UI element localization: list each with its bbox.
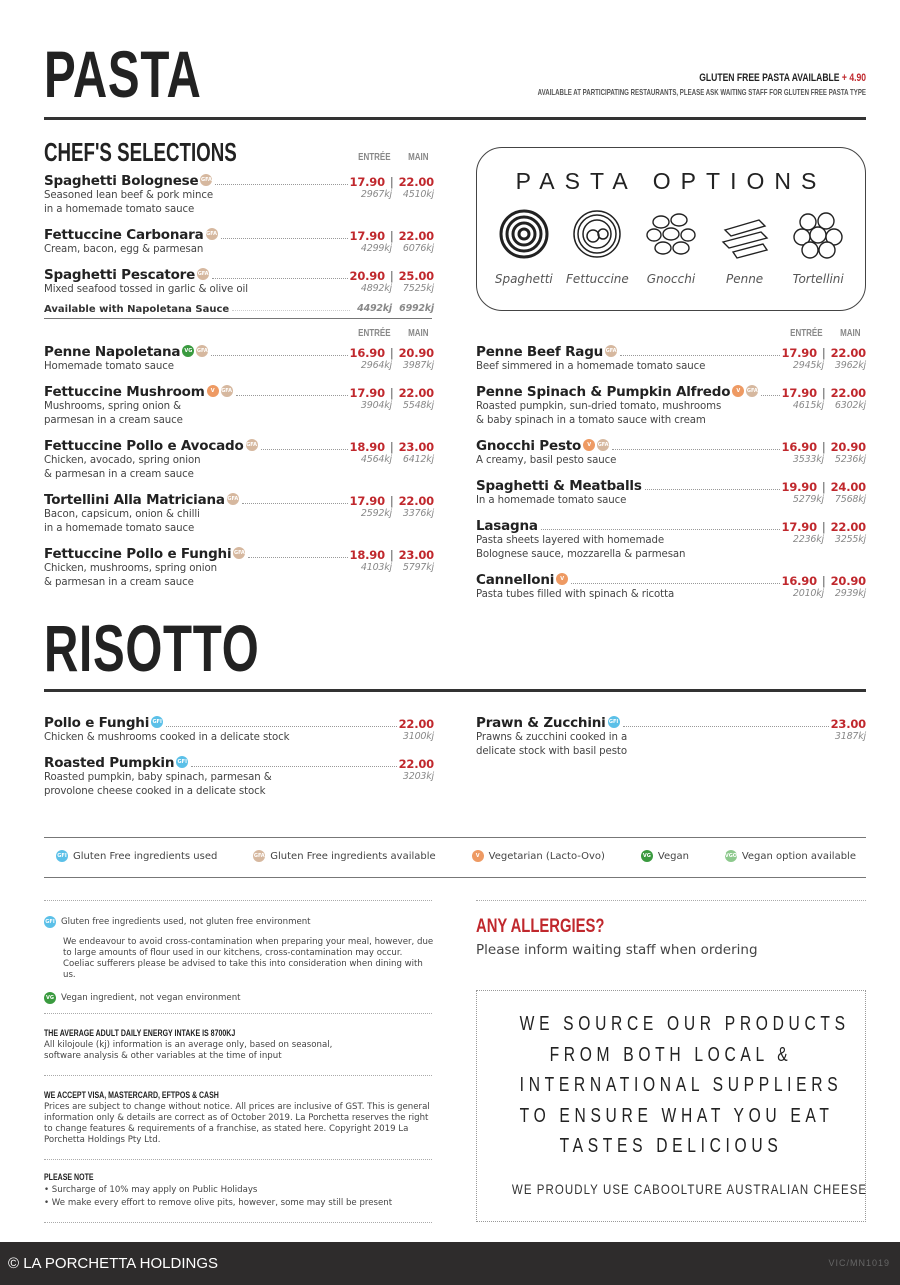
gluten-free-ingredients-available-badge-icon: GFA bbox=[253, 850, 265, 862]
menu-item-prawn-zucchini bbox=[476, 714, 866, 759]
dotted-divider bbox=[476, 900, 866, 901]
menu-item-penne-napoletana: Penne Napoletana VG GFA 16.90 | 20.90 Homemade tomato sauce 2964kj 3987kj bbox=[44, 344, 434, 372]
spaghetti-icon bbox=[498, 208, 550, 260]
legend-label: Gluten Free ingredients used bbox=[73, 850, 218, 862]
allergies-heading: ANY ALLERGIES? bbox=[476, 916, 605, 937]
please-note-item: • Surcharge of 10% may apply on Public Holidays bbox=[44, 1185, 258, 1195]
main-kilojoules: 5548kj bbox=[402, 400, 434, 411]
chef-selections-heading: CHEF'S SELECTIONS bbox=[44, 137, 237, 167]
risotto-list-right bbox=[476, 714, 866, 768]
main-kilojoules: 3255kj bbox=[834, 534, 866, 545]
entree-kilojoules: 4103kj bbox=[360, 562, 392, 573]
entree-kilojoules: 3533kj bbox=[792, 454, 824, 465]
menu-item-gnocchi-pesto: Gnocchi Pesto V GFA 16.90 | 20.90 A creamy, basil pesto sauce 3533kj 5236kj bbox=[476, 438, 866, 466]
main-price: 23.00 bbox=[398, 440, 434, 454]
column-headers: ENTRÉE MAIN bbox=[358, 328, 429, 339]
legend-item-vegan-option-available bbox=[723, 850, 856, 862]
pasta-title: PASTA bbox=[44, 37, 202, 111]
item-name: Spaghetti & Meatballs bbox=[476, 478, 642, 494]
main-price: 22.00 bbox=[398, 494, 434, 508]
gluten-free-ingredients-available-badge-icon: GFA bbox=[197, 268, 209, 280]
menu-item-fettuccine-pollo-e-funghi: Fettuccine Pollo e Funghi GFA 18.90 | 23.00 Chicken, mushrooms, spring onion & parmesan in a cream sauce 4103kj 5797kj bbox=[44, 546, 434, 588]
main-price: 22.00 bbox=[398, 229, 434, 243]
entree-price: 17.90 bbox=[349, 175, 385, 189]
main-kilojoules: 5236kj bbox=[834, 454, 866, 465]
item-description-line: Chicken & mushrooms cooked in a delicate stock bbox=[44, 732, 290, 743]
main-kilojoules: 3987kj bbox=[402, 360, 434, 371]
item-description-line: parmesan in a cream sauce bbox=[44, 415, 183, 426]
item-description-line: Seasoned lean beef & pork mince bbox=[44, 190, 213, 201]
main-price: 25.00 bbox=[398, 269, 434, 283]
gluten-free-note bbox=[410, 72, 866, 97]
pasta-option-spaghetti bbox=[488, 208, 560, 286]
item-description-line: Cream, bacon, egg & parmesan bbox=[44, 244, 204, 255]
entree-kilojoules: 4615kj bbox=[792, 400, 824, 411]
vegetarian-lacto-ovo-badge-icon: V bbox=[732, 385, 744, 397]
legend-item-vegan bbox=[639, 850, 689, 862]
entree-price: 17.90 bbox=[781, 346, 817, 360]
gluten-free-ingredients-used-badge-icon: GFI bbox=[56, 850, 68, 862]
item-name: Spaghetti Pescatore bbox=[44, 267, 196, 283]
gluten-free-ingredients-available-badge-icon: GFA bbox=[200, 174, 212, 186]
item-description-line: Chicken, avocado, spring onion bbox=[44, 455, 201, 466]
risotto-list-left bbox=[44, 714, 434, 808]
payment-text: Prices are subject to change without notice. All prices are inclusive of GST. This is general information only & details are correct as of October 2019. La Porchetta reserves the right to change features & requirements of a franchise, as stated here. Copyright 2019 La Porchetta Holdings Pty Ltd. bbox=[44, 1102, 430, 1145]
energy-text: All kilojoule (kj) information is an average only, based on seasonal, software analysis & other variables at the time of input bbox=[44, 1040, 333, 1061]
item-description-line: Chicken, mushrooms, spring onion bbox=[44, 563, 217, 574]
entree-kilojoules: 2964kj bbox=[360, 360, 392, 371]
entree-price: 16.90 bbox=[781, 574, 817, 588]
main-kilojoules: 7525kj bbox=[402, 283, 434, 294]
gnocchi-icon bbox=[645, 208, 697, 260]
kilojoules: 3100kj bbox=[402, 731, 434, 742]
gluten-free-ingredients-available-badge-icon: GFA bbox=[605, 345, 617, 357]
main-price: 20.90 bbox=[830, 440, 866, 454]
vegan-badge-icon: VG bbox=[44, 992, 56, 1004]
entree-price: 17.90 bbox=[781, 386, 817, 400]
entree-price: 16.90 bbox=[781, 440, 817, 454]
main-price: 22.00 bbox=[398, 175, 434, 189]
entree-price: 18.90 bbox=[349, 440, 385, 454]
gluten-free-ingredients-available-badge-icon: GFA bbox=[597, 439, 609, 451]
entree-price: 16.90 bbox=[349, 346, 385, 360]
menu-item-penne-beef-ragu: Penne Beef Ragu GFA 17.90 | 22.00 Beef simmered in a homemade tomato sauce 2945kj 3962kj bbox=[476, 344, 866, 372]
footer bbox=[0, 1242, 900, 1285]
divider bbox=[44, 837, 866, 838]
vegetarian-lacto-ovo-badge-icon: V bbox=[207, 385, 219, 397]
item-description-line: Beef simmered in a homemade tomato sauce bbox=[476, 361, 706, 372]
item-name: Cannelloni bbox=[476, 572, 555, 588]
vegan-badge-icon: VG bbox=[182, 345, 194, 357]
item-name: Roasted Pumpkin bbox=[44, 755, 175, 771]
gf-label: GLUTEN FREE PASTA AVAILABLE bbox=[699, 72, 840, 84]
legend-label: Vegan bbox=[657, 850, 689, 862]
pasta-option-penne bbox=[709, 208, 781, 286]
price: 22.00 bbox=[398, 717, 434, 731]
item-description-line: A creamy, basil pesto sauce bbox=[476, 455, 617, 466]
item-description-line: provolone cheese cooked in a delicate stock bbox=[44, 786, 266, 797]
pasta-options-panel bbox=[476, 147, 866, 311]
menu-item-pollo-e-funghi bbox=[44, 714, 434, 745]
entree-kilojoules: 2010kj bbox=[792, 588, 824, 599]
price: 22.00 bbox=[398, 757, 434, 771]
entree-kilojoules: 2236kj bbox=[792, 534, 824, 545]
pasta-options-title: PASTA OPTIONS bbox=[515, 168, 827, 194]
menu-item-lasagna: Lasagna 17.90 | 22.00 Pasta sheets layered with homemade Bolognese sauce, mozzarella & parmesan 2236kj 3255kj bbox=[476, 518, 866, 560]
item-name: Penne Spinach & Pumpkin Alfredo bbox=[476, 384, 731, 400]
item-description-line: Mixed seafood tossed in garlic & olive oil bbox=[44, 284, 248, 295]
pasta-option-label: Spaghetti bbox=[494, 272, 553, 286]
main-kilojoules: 3376kj bbox=[402, 508, 434, 519]
item-name: Lasagna bbox=[476, 518, 538, 534]
entree-kilojoules: 4564kj bbox=[360, 454, 392, 465]
divider bbox=[44, 318, 432, 319]
divider bbox=[44, 877, 866, 878]
pasta-list-left bbox=[44, 328, 434, 599]
entree-kilojoules: 2592kj bbox=[360, 508, 392, 519]
legend-label: Gluten Free ingredients available bbox=[270, 850, 436, 862]
item-description-line: in a homemade tomato sauce bbox=[44, 523, 195, 534]
pasta-option-tortellini bbox=[782, 208, 854, 286]
pasta-option-label: Fettuccine bbox=[565, 272, 629, 286]
notes-section: GFI Gluten free ingredients used, not gluten free environment We endeavour to avoid cross-contamination when preparing your meal, however, due to large amounts of flour used in our kitchens, cross-contamination may occur. Coeliac sufferers please be advised to take this into consideration when dining with us. VG Vegan ingredient, not vegan environment THE AVERAGE ADULT DAILY ENERGY INTAKE IS 8700KJ All kilojoule (kj) information is an average only, based on seasonal, software analysis & other variables at the time of input WE ACCEPT VISA, MASTERCARD, EFTPOS & CASH Prices are subject to change without notice. All prices are inclusive of GST. This is general information only & details are correct as of October 2019. La Porchetta reserves the right to change features & requirements of a franchise, as stated here. Copyright 2019 La Porchetta Holdings Pty Ltd. PLEASE NOTE • Surcharge of 10% may apply on Public Holidays • We make every effort to remove olive pits, however, some may still be present bbox=[44, 916, 434, 1004]
main-kilojoules: 6412kj bbox=[402, 454, 434, 465]
item-name: Penne Napoletana bbox=[44, 344, 181, 360]
vegetarian-lacto-ovo-badge-icon: V bbox=[556, 573, 568, 585]
napoletana-option: Available with Napoletana Sauce 4492kj 6992kj bbox=[44, 303, 434, 315]
item-name: Fettuccine Pollo e Avocado bbox=[44, 438, 244, 454]
entree-kilojoules: 2945kj bbox=[792, 360, 824, 371]
item-description-line: Mushrooms, spring onion & bbox=[44, 401, 181, 412]
entree-kilojoules: 2967kj bbox=[360, 189, 392, 200]
main-kilojoules: 5797kj bbox=[402, 562, 434, 573]
gf-price: + 4.90 bbox=[841, 72, 866, 84]
item-name: Fettuccine Carbonara bbox=[44, 227, 204, 243]
price: 23.00 bbox=[830, 717, 866, 731]
pasta-option-fettuccine bbox=[561, 208, 633, 286]
item-description-line: & parmesan in a cream sauce bbox=[44, 469, 194, 480]
main-price: 20.90 bbox=[830, 574, 866, 588]
item-description-line: in a homemade tomato sauce bbox=[44, 204, 195, 215]
dietary-legend bbox=[44, 850, 866, 862]
pasta-option-label: Penne bbox=[725, 272, 764, 286]
gluten-free-ingredients-available-badge-icon: GFA bbox=[246, 439, 258, 451]
entree-price: 17.90 bbox=[781, 520, 817, 534]
main-price: 22.00 bbox=[398, 386, 434, 400]
entree-kilojoules: 4892kj bbox=[360, 283, 392, 294]
main-price: 24.00 bbox=[830, 480, 866, 494]
divider bbox=[44, 117, 866, 120]
menu-code: VIC/MN1019 bbox=[828, 1258, 890, 1268]
item-name: Prawn & Zucchini bbox=[476, 715, 606, 731]
cheese-statement: WE PROUDLY USE CABOOLTURE AUSTRALIAN CHEESE bbox=[511, 1181, 868, 1197]
menu-item-cannelloni: Cannelloni V 16.90 | 20.90 Pasta tubes filled with spinach & ricotta 2010kj 2939kj bbox=[476, 572, 866, 600]
gluten-free-ingredients-used-badge-icon: GFI bbox=[151, 716, 163, 728]
menu-item-fettuccine-carbonara: Fettuccine Carbonara GFA 17.90 | 22.00 Cream, bacon, egg & parmesan 4299kj 6076kj bbox=[44, 227, 434, 255]
main-kilojoules: 3962kj bbox=[834, 360, 866, 371]
please-note-item: • We make every effort to remove olive pits, however, some may still be present bbox=[44, 1198, 393, 1208]
item-description-line: Pasta tubes filled with spinach & ricotta bbox=[476, 589, 675, 600]
pasta-option-label: Tortellini bbox=[792, 272, 844, 286]
entree-price: 20.90 bbox=[349, 269, 385, 283]
legend-label: Vegetarian (Lacto-Ovo) bbox=[488, 850, 605, 862]
menu-item-spaghetti-bolognese: Spaghetti Bolognese GFA 17.90 | 22.00 Seasoned lean beef & pork mince in a homemade tomato sauce 2967kj 4510kj bbox=[44, 173, 434, 215]
item-description-line: Bacon, capsicum, onion & chilli bbox=[44, 509, 200, 520]
gluten-free-ingredients-available-badge-icon: GFA bbox=[227, 493, 239, 505]
item-description-line: Homemade tomato sauce bbox=[44, 361, 174, 372]
item-description-line: Prawns & zucchini cooked in a bbox=[476, 732, 628, 743]
item-name: Gnocchi Pesto bbox=[476, 438, 582, 454]
tortellini-icon bbox=[792, 208, 844, 260]
entree-price: 19.90 bbox=[781, 480, 817, 494]
divider bbox=[44, 689, 866, 692]
chef-selections-list bbox=[44, 152, 434, 315]
item-description-line: delicate stock with basil pesto bbox=[476, 746, 627, 757]
kilojoules: 3187kj bbox=[834, 731, 866, 742]
item-name: Pollo e Funghi bbox=[44, 715, 150, 731]
kilojoules: 3203kj bbox=[402, 771, 434, 782]
copyright: © LA PORCHETTA HOLDINGS bbox=[8, 1255, 218, 1272]
energy-heading: THE AVERAGE ADULT DAILY ENERGY INTAKE IS 8700KJ bbox=[44, 1028, 236, 1038]
pasta-option-label: Gnocchi bbox=[646, 272, 696, 286]
item-description-line: Bolognese sauce, mozzarella & parmesan bbox=[476, 549, 686, 560]
legend-item-vegetarian-lacto-ovo bbox=[470, 850, 605, 862]
main-kilojoules: 4510kj bbox=[402, 189, 434, 200]
main-kilojoules: 6302kj bbox=[834, 400, 866, 411]
gluten-free-ingredients-used-badge-icon: GFI bbox=[176, 756, 188, 768]
entree-kilojoules: 3904kj bbox=[360, 400, 392, 411]
gluten-free-ingredients-available-badge-icon: GFA bbox=[221, 385, 233, 397]
menu-item-tortellini-alla-matriciana: Tortellini Alla Matriciana GFA 17.90 | 22.00 Bacon, capsicum, onion & chilli in a homemade tomato sauce 2592kj 3376kj bbox=[44, 492, 434, 534]
gluten-free-ingredients-available-badge-icon: GFA bbox=[233, 547, 245, 559]
vegan-option-available-badge-icon: VGO bbox=[725, 850, 737, 862]
vegetarian-lacto-ovo-badge-icon: V bbox=[472, 850, 484, 862]
entree-price: 18.90 bbox=[349, 548, 385, 562]
item-description-line: Pasta sheets layered with homemade bbox=[476, 535, 665, 546]
menu-item-penne-spinach-pumpkin-alfredo: Penne Spinach & Pumpkin Alfredo V GFA 17.90 | 22.00 Roasted pumpkin, sun-dried tomato, mushrooms & baby spinach in a tomato sauce with cream 4615kj 6302kj bbox=[476, 384, 866, 426]
gluten-free-ingredients-available-badge-icon: GFA bbox=[746, 385, 758, 397]
cross-contamination-note: We endeavour to avoid cross-contamination when preparing your meal, however, due to large amounts of flour used in our kitchens, cross-contamination may occur. Coeliac sufferers please be advised to take this into consideration when dining with us. bbox=[63, 937, 434, 980]
column-headers: ENTRÉE MAIN bbox=[790, 328, 861, 339]
vegan-badge-icon: VG bbox=[641, 850, 653, 862]
entree-kilojoules: 5279kj bbox=[792, 494, 824, 505]
item-name: Spaghetti Bolognese bbox=[44, 173, 199, 189]
entree-price: 17.90 bbox=[349, 386, 385, 400]
legend-label: Vegan option available bbox=[741, 850, 856, 862]
item-name: Penne Beef Ragu bbox=[476, 344, 604, 360]
gluten-free-ingredients-available-badge-icon: GFA bbox=[206, 228, 218, 240]
penne-icon bbox=[719, 208, 771, 260]
item-name: Fettuccine Mushroom bbox=[44, 384, 205, 400]
payment-heading: WE ACCEPT VISA, MASTERCARD, EFTPOS & CASH bbox=[44, 1090, 219, 1100]
main-kilojoules: 2939kj bbox=[834, 588, 866, 599]
menu-item-fettuccine-mushroom: Fettuccine Mushroom V GFA 17.90 | 22.00 Mushrooms, spring onion & parmesan in a cream sauce 3904kj 5548kj bbox=[44, 384, 434, 426]
item-name: Tortellini Alla Matriciana bbox=[44, 492, 225, 508]
gluten-free-ingredients-badge-icon: GFI bbox=[44, 916, 56, 928]
item-description-line: Roasted pumpkin, baby spinach, parmesan & bbox=[44, 772, 272, 783]
legend-item-gluten-free-ingredients-used bbox=[54, 850, 217, 862]
item-description-line: & parmesan in a cream sauce bbox=[44, 577, 194, 588]
main-kilojoules: 6076kj bbox=[402, 243, 434, 254]
risotto-title: RISOTTO bbox=[44, 611, 260, 685]
main-kilojoules: 7568kj bbox=[834, 494, 866, 505]
menu-item-roasted-pumpkin bbox=[44, 754, 434, 799]
column-headers: ENTRÉE MAIN bbox=[358, 152, 429, 163]
entree-kilojoules: 4299kj bbox=[360, 243, 392, 254]
main-price: 20.90 bbox=[398, 346, 434, 360]
item-description-line: Roasted pumpkin, sun-dried tomato, mushrooms bbox=[476, 401, 722, 412]
sourcing-statement: WE SOURCE OUR PRODUCTS FROM BOTH LOCAL & INTERNATIONAL SUPPLIERS TO ENSURE WHAT YOU EAT TASTES DELICIOUS bbox=[519, 1013, 850, 1157]
please-note-heading: PLEASE NOTE bbox=[44, 1172, 94, 1182]
sourcing-panel bbox=[476, 990, 866, 1222]
pasta-list-right bbox=[476, 328, 866, 611]
allergies-text: Please inform waiting staff when ordering bbox=[476, 942, 758, 958]
item-description-line: & baby spinach in a tomato sauce with cream bbox=[476, 415, 706, 426]
legend-item-gluten-free-ingredients-available bbox=[251, 850, 435, 862]
item-description-line: In a homemade tomato sauce bbox=[476, 495, 627, 506]
vegetarian-lacto-ovo-badge-icon: V bbox=[583, 439, 595, 451]
menu-item-fettuccine-pollo-e-avocado: Fettuccine Pollo e Avocado GFA 18.90 | 23.00 Chicken, avocado, spring onion & parmesan in a cream sauce 4564kj 6412kj bbox=[44, 438, 434, 480]
dotted-divider bbox=[44, 900, 432, 901]
main-price: 22.00 bbox=[830, 346, 866, 360]
main-price: 22.00 bbox=[830, 386, 866, 400]
fettuccine-icon bbox=[571, 208, 623, 260]
menu-item-spaghetti-pescatore: Spaghetti Pescatore GFA 20.90 | 25.00 Mixed seafood tossed in garlic & olive oil 4892kj 7525kj bbox=[44, 267, 434, 295]
item-name: Fettuccine Pollo e Funghi bbox=[44, 546, 232, 562]
allergies-section bbox=[476, 916, 758, 958]
gluten-free-ingredients-available-badge-icon: GFA bbox=[196, 345, 208, 357]
pasta-option-gnocchi bbox=[635, 208, 707, 286]
gf-subtext: AVAILABLE AT PARTICIPATING RESTAURANTS, PLEASE ASK WAITING STAFF FOR GLUTEN FREE PASTA TYPE bbox=[537, 87, 866, 97]
main-price: 22.00 bbox=[830, 520, 866, 534]
menu-item-spaghetti-meatballs: Spaghetti & Meatballs 19.90 | 24.00 In a homemade tomato sauce 5279kj 7568kj bbox=[476, 478, 866, 506]
main-price: 23.00 bbox=[398, 548, 434, 562]
entree-price: 17.90 bbox=[349, 229, 385, 243]
entree-price: 17.90 bbox=[349, 494, 385, 508]
gluten-free-ingredients-used-badge-icon: GFI bbox=[608, 716, 620, 728]
